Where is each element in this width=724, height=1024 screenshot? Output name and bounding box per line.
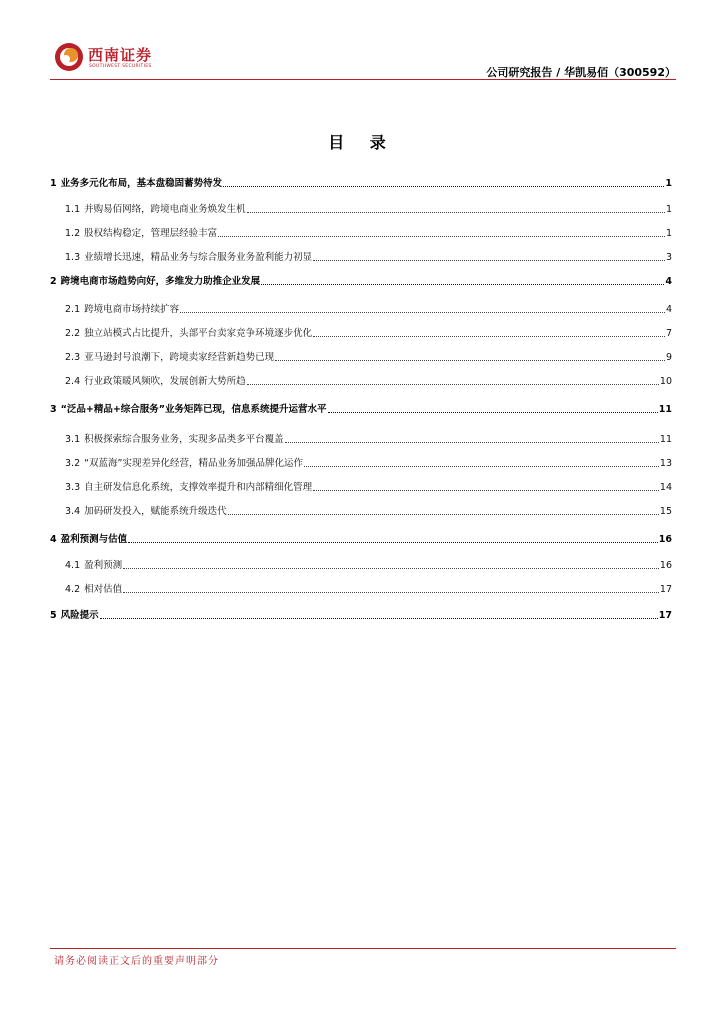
toc-entry-title: 行业政策暖风频吹，发展创新大势所趋	[84, 376, 246, 387]
toc-section[interactable]	[50, 396, 672, 416]
toc-entry-title: 业绩增长迅速，精品业务与综合服务业务盈利能力初显	[84, 252, 313, 263]
toc-dot-leader	[228, 514, 659, 515]
toc-page-number: 4	[665, 304, 672, 315]
toc-entry-title: 业务多元化布局，基本盘稳固蓄势待发	[60, 178, 223, 189]
toc-page-number: 13	[659, 458, 672, 469]
toc-entry-title: “泛品+精品+综合服务”业务矩阵已现，信息系统提升运营水平	[60, 404, 327, 415]
toc-section[interactable]	[50, 268, 672, 288]
toc-entry-title: “双蓝海”实现差异化经营，精品业务加强品牌化运作	[84, 458, 303, 469]
toc-dot-leader	[223, 186, 664, 187]
toc-entry-number: 5	[50, 610, 57, 621]
company-logo	[54, 40, 194, 76]
toc-entry-title: 股权结构稳定，管理层经验丰富	[84, 228, 218, 239]
toc-entry-title: 加码研发投入，赋能系统升级迭代	[84, 506, 227, 517]
toc-dot-leader	[313, 260, 665, 261]
toc-page-number: 16	[658, 534, 672, 545]
page-header	[50, 38, 676, 80]
toc-entry-title: 风险提示	[60, 610, 99, 621]
toc-entry-number: 3.3	[65, 482, 81, 493]
toc-entry-title: 并购易佰网络，跨境电商业务焕发生机	[84, 204, 246, 215]
toc-section[interactable]	[50, 526, 672, 546]
toc-page-number: 7	[665, 328, 672, 339]
toc-page-number: 11	[658, 404, 672, 415]
toc-entry-number: 3.1	[65, 434, 81, 445]
toc-page-number: 1	[665, 228, 672, 239]
toc-entry-number: 1.3	[65, 252, 81, 263]
toc-subsection[interactable]	[50, 196, 672, 216]
report-type-label: 公司研究报告 / 华凯易佰（300592）	[486, 66, 676, 79]
toc-subsection[interactable]	[50, 344, 672, 364]
footer-disclaimer: 请务必阅读正文后的重要声明部分	[54, 956, 219, 967]
toc-section[interactable]	[50, 170, 672, 190]
toc-page-number: 17	[659, 584, 672, 595]
toc-subsection[interactable]	[50, 368, 672, 388]
toc-subsection[interactable]	[50, 498, 672, 518]
toc-page-number: 9	[665, 352, 672, 363]
toc-subsection[interactable]	[50, 450, 672, 470]
toc-dot-leader	[285, 442, 659, 443]
toc-page-number: 3	[665, 252, 672, 263]
toc-heading: 目 录	[328, 133, 396, 152]
toc-subsection[interactable]	[50, 426, 672, 446]
toc-entry-number: 2.1	[65, 304, 81, 315]
toc-page-number: 14	[659, 482, 672, 493]
logo-english-name: SOUTHWEST SECURITIES	[89, 64, 152, 69]
toc-entry-number: 2.4	[65, 376, 81, 387]
toc-entry-title: 跨境电商市场趋势向好，多维发力助推企业发展	[60, 276, 261, 287]
toc-dot-leader	[328, 412, 658, 413]
header-divider	[50, 79, 676, 80]
toc-subsection[interactable]	[50, 244, 672, 264]
toc-section[interactable]	[50, 602, 672, 622]
toc-page-number: 15	[659, 506, 672, 517]
footer-divider	[50, 948, 676, 949]
toc-entry-number: 4.1	[65, 560, 81, 571]
toc-dot-leader	[304, 466, 659, 467]
toc-entry-number: 2.2	[65, 328, 81, 339]
toc-entry-number: 3	[50, 404, 57, 415]
toc-entry-number: 4.2	[65, 584, 81, 595]
toc-subsection[interactable]	[50, 296, 672, 316]
toc-entry-title: 独立站模式占比提升，头部平台卖家竞争环境逐步优化	[84, 328, 313, 339]
toc-subsection[interactable]	[50, 576, 672, 596]
toc-entry-number: 1.2	[65, 228, 81, 239]
logo-chinese-name: 西南证券	[88, 46, 153, 64]
toc-subsection[interactable]	[50, 220, 672, 240]
toc-dot-leader	[218, 236, 665, 237]
toc-entry-number: 3.4	[65, 506, 81, 517]
toc-entry-title: 盈利预测	[84, 560, 123, 571]
toc-page-number: 17	[658, 610, 672, 621]
toc-entry-number: 2.3	[65, 352, 81, 363]
toc-page-number: 10	[659, 376, 672, 387]
toc-dot-leader	[180, 312, 665, 313]
toc-page-number: 11	[659, 434, 672, 445]
toc-entry-title: 积极探索综合服务业务，实现多品类多平台覆盖	[84, 434, 284, 445]
toc-page-number: 1	[665, 178, 672, 189]
toc-subsection[interactable]	[50, 552, 672, 572]
toc-dot-leader	[313, 490, 659, 491]
toc-dot-leader	[247, 212, 665, 213]
toc-entry-number: 2	[50, 276, 57, 287]
logo-emblem-icon	[54, 42, 84, 72]
toc-dot-leader	[123, 592, 659, 593]
toc-dot-leader	[261, 284, 664, 285]
toc-entry-number: 1.1	[65, 204, 81, 215]
toc-dot-leader	[275, 360, 665, 361]
toc-page-number: 4	[665, 276, 672, 287]
toc-dot-leader	[123, 568, 659, 569]
toc-subsection[interactable]	[50, 320, 672, 340]
toc-entry-number: 3.2	[65, 458, 81, 469]
toc-subsection[interactable]	[50, 474, 672, 494]
toc-dot-leader	[247, 384, 659, 385]
toc-entry-title: 盈利预测与估值	[60, 534, 128, 545]
toc-page-number: 1	[665, 204, 672, 215]
toc-entry-title: 相对估值	[84, 584, 123, 595]
toc-entry-title: 跨境电商市场持续扩容	[84, 304, 180, 315]
toc-entry-title: 自主研发信息化系统，支撑效率提升和内部精细化管理	[84, 482, 313, 493]
toc-entry-number: 4	[50, 534, 57, 545]
toc-dot-leader	[128, 542, 658, 543]
toc-entry-title: 亚马逊封号浪潮下，跨境卖家经营新趋势已现	[84, 352, 275, 363]
toc-dot-leader	[100, 618, 658, 619]
toc-entry-number: 1	[50, 178, 57, 189]
toc-page-number: 16	[659, 560, 672, 571]
toc-dot-leader	[313, 336, 665, 337]
